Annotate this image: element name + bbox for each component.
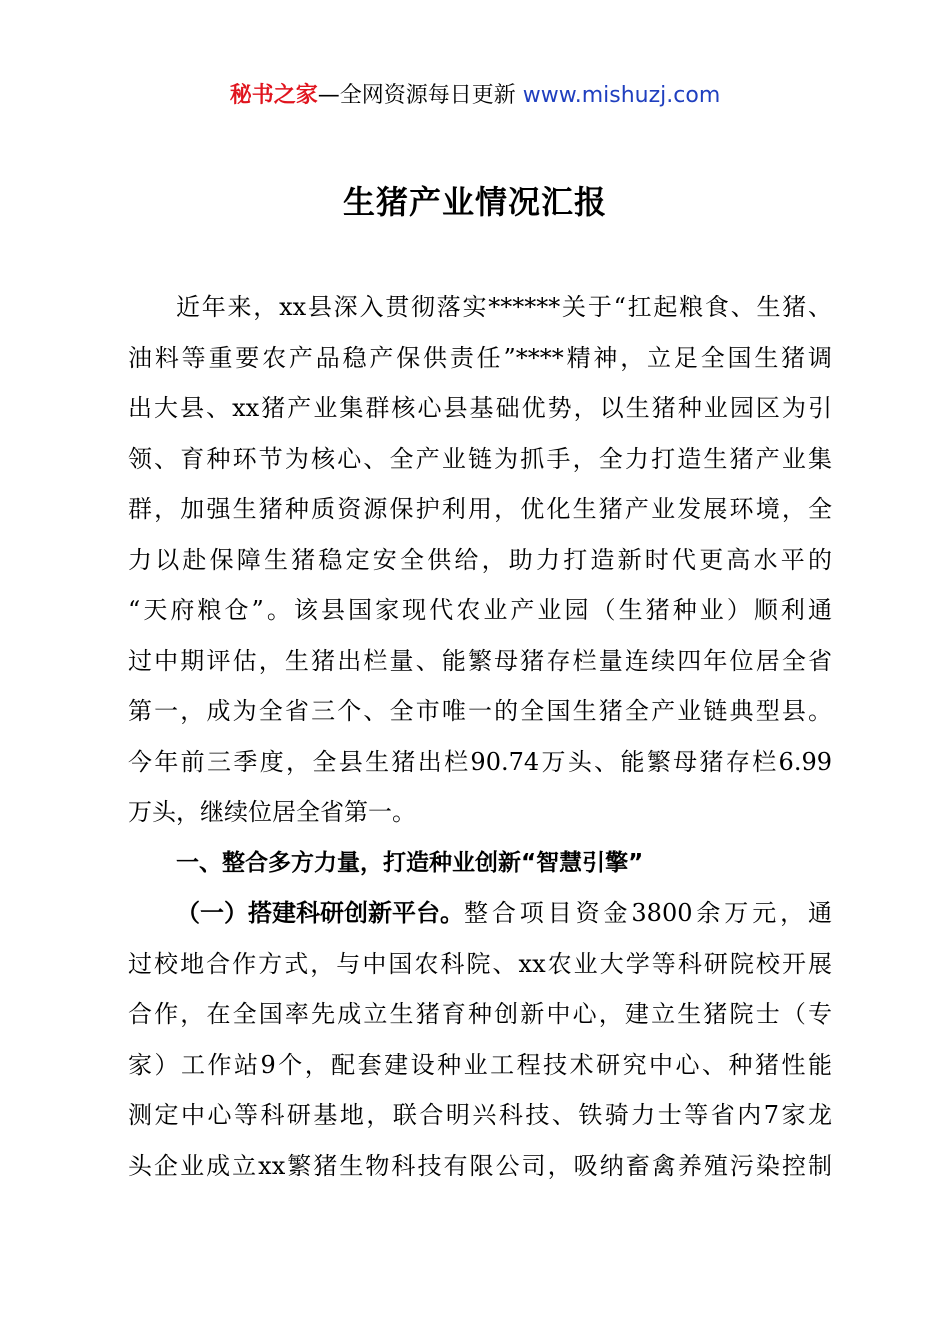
site-header-banner <box>0 80 950 112</box>
paragraph-line: 万头，继续位居全省第一。 <box>128 798 416 826</box>
paragraph-line: 近年来，xx县深入贯彻落实******关于“扛起粮食、生猪、 <box>176 293 832 321</box>
paragraph-line: 领、育种环节为核心、全产业链为抓手，全力打造生猪产业集 <box>128 444 832 473</box>
paragraph-line: 力以赴保障生猪稳定安全供给，助力打造新时代更高水平的 <box>128 545 832 574</box>
paragraph-line: 合作，在全国率先成立生猪育种创新中心，建立生猪院士（专 <box>128 1000 832 1028</box>
paragraph-line: 测定中心等科研基地，联合明兴科技、铁骑力士等省内7家龙 <box>128 1101 832 1129</box>
subsection-label: （一）搭建科研创新平台。 <box>176 899 464 927</box>
paragraph-line: “天府粮仓”。该县国家现代农业产业园（生猪种业）顺利通 <box>128 596 832 624</box>
paragraph-line: 头企业成立xx繁猪生物科技有限公司，吸纳畜禽养殖污染控制 <box>128 1151 832 1180</box>
site-url-link[interactable]: www.mishuzj.com <box>522 83 721 108</box>
paragraph-line: 过中期评估，生猪出栏量、能繁母猪存栏量连续四年位居全省 <box>128 646 832 675</box>
site-tagline: —全网资源每日更新 <box>317 83 523 108</box>
paragraph-line: 今年前三季度，全县生猪出栏90.74万头、能繁母猪存栏6.99 <box>128 747 832 776</box>
document-body <box>128 282 832 1191</box>
section-heading-1: 一、整合多方力量，打造种业创新“智慧引擎” <box>176 849 644 876</box>
site-brand: 秘书之家 <box>229 83 318 108</box>
paragraph-line: 过校地合作方式，与中国农科院、xx农业大学等科研院校开展 <box>128 949 832 978</box>
paragraph-line: 出大县、xx猪产业集群核心县基础优势，以生猪种业园区为引 <box>128 394 832 422</box>
document-title: 生猪产业情况汇报 <box>342 183 607 221</box>
paragraph-line: 群，加强生猪种质资源保护利用，优化生猪产业发展环境，全 <box>128 495 832 523</box>
paragraph-line: 第一，成为全省三个、全市唯一的全国生猪全产业链典型县。 <box>128 697 832 725</box>
subsection-first-line <box>128 888 832 939</box>
subsection-first-text: 整合项目资金3800余万元，通 <box>464 899 832 927</box>
paragraph-line: 油料等重要农产品稳产保供责任”****精神，立足全国生猪调 <box>128 343 832 372</box>
paragraph-line: 家）工作站9个，配套建设种业工程技术研究中心、种猪性能 <box>128 1050 832 1079</box>
